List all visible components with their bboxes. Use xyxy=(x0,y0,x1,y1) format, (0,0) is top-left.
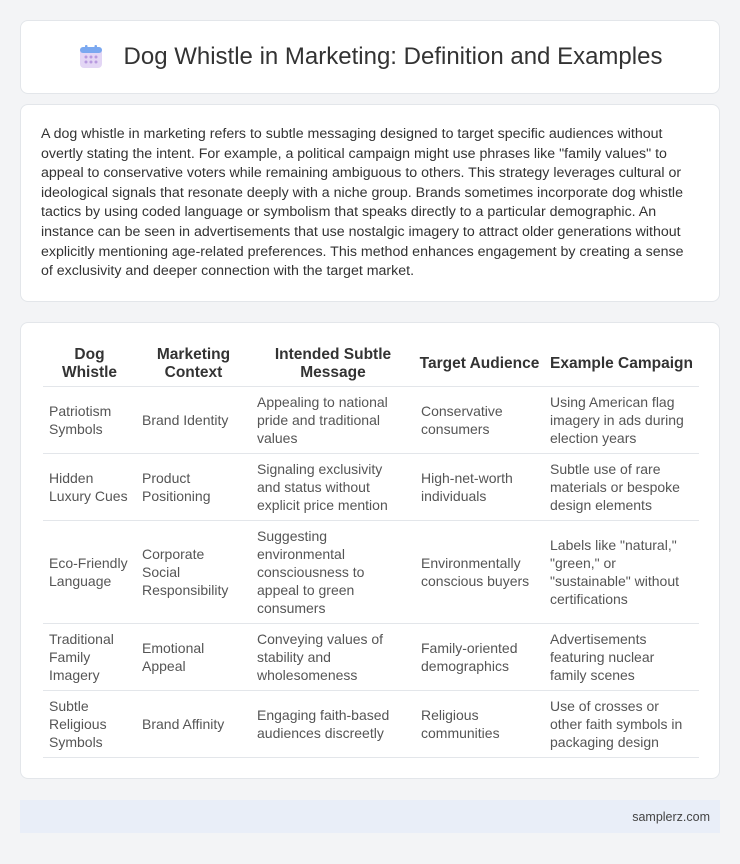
table-cell: Brand Identity xyxy=(136,387,251,454)
calendar-icon xyxy=(78,44,104,70)
page-title: Dog Whistle in Marketing: Definition and Examples xyxy=(123,43,663,70)
table-cell: Product Positioning xyxy=(136,454,251,521)
table-cell: Advertisements featuring nuclear family scenes xyxy=(544,624,699,691)
table-row xyxy=(43,624,699,691)
column-header: Target Audience xyxy=(415,341,544,387)
table-cell: Religious communities xyxy=(415,691,544,758)
table-cell: Conveying values of stability and wholesomeness xyxy=(251,624,415,691)
intro-paragraph: A dog whistle in marketing refers to subtle messaging designed to target specific audiences without overtly stating the intent. For example, a political campaign might use phrases like "family values" to appeal to conservative voters while remaining ambiguous to others. This strategy leverages cultural or ideological signals that resonate deeply with a niche group. Brands sometimes incorporate dog whistle tactics by using coded language or symbolism that speaks directly to a particular demographic. An instance can be seen in advertisements that use nostalgic imagery to attract older generations without explicitly mentioning age-related preferences. This method enhances engagement by creating a sense of exclusivity and deeper connection with the target market. xyxy=(41,126,684,280)
table-row xyxy=(43,387,699,454)
table-row xyxy=(43,521,699,624)
table-cell: Use of crosses or other faith symbols in packaging design xyxy=(544,691,699,758)
table-header-row xyxy=(43,341,699,387)
table-cell: High-net-worth individuals xyxy=(415,454,544,521)
table-cell: Hidden Luxury Cues xyxy=(43,454,136,521)
table-cell: Subtle Religious Symbols xyxy=(43,691,136,758)
title-card xyxy=(20,20,720,94)
table-cell: Family-oriented demographics xyxy=(415,624,544,691)
table-cell: Using American flag imagery in ads during election years xyxy=(544,387,699,454)
column-header: Example Campaign xyxy=(544,341,699,387)
table-cell: Engaging faith-based audiences discreetly xyxy=(251,691,415,758)
table-cell: Traditional Family Imagery xyxy=(43,624,136,691)
column-header: Dog Whistle xyxy=(43,341,136,387)
table-cell: Suggesting environmental consciousness to appeal to green consumers xyxy=(251,521,415,624)
table-cell: Appealing to national pride and traditional values xyxy=(251,387,415,454)
comparison-table xyxy=(43,341,699,758)
table-cell: Signaling exclusivity and status without explicit price mention xyxy=(251,454,415,521)
footer-bar xyxy=(20,800,720,833)
table-cell: Corporate Social Responsibility xyxy=(136,521,251,624)
column-header: Intended Subtle Message xyxy=(251,341,415,387)
intro-card xyxy=(20,104,720,302)
table-cell: Emotional Appeal xyxy=(136,624,251,691)
table-cell: Brand Affinity xyxy=(136,691,251,758)
table-cell: Eco-Friendly Language xyxy=(43,521,136,624)
table-cell: Labels like "natural," "green," or "sustainable" without certifications xyxy=(544,521,699,624)
table-cell: Conservative consumers xyxy=(415,387,544,454)
table-row xyxy=(43,454,699,521)
table-row xyxy=(43,691,699,758)
table-card xyxy=(20,322,720,779)
table-cell: Subtle use of rare materials or bespoke design elements xyxy=(544,454,699,521)
table-cell: Environmentally conscious buyers xyxy=(415,521,544,624)
column-header: Marketing Context xyxy=(136,341,251,387)
footer-site-link[interactable]: samplerz.com xyxy=(632,809,710,824)
table-cell: Patriotism Symbols xyxy=(43,387,136,454)
